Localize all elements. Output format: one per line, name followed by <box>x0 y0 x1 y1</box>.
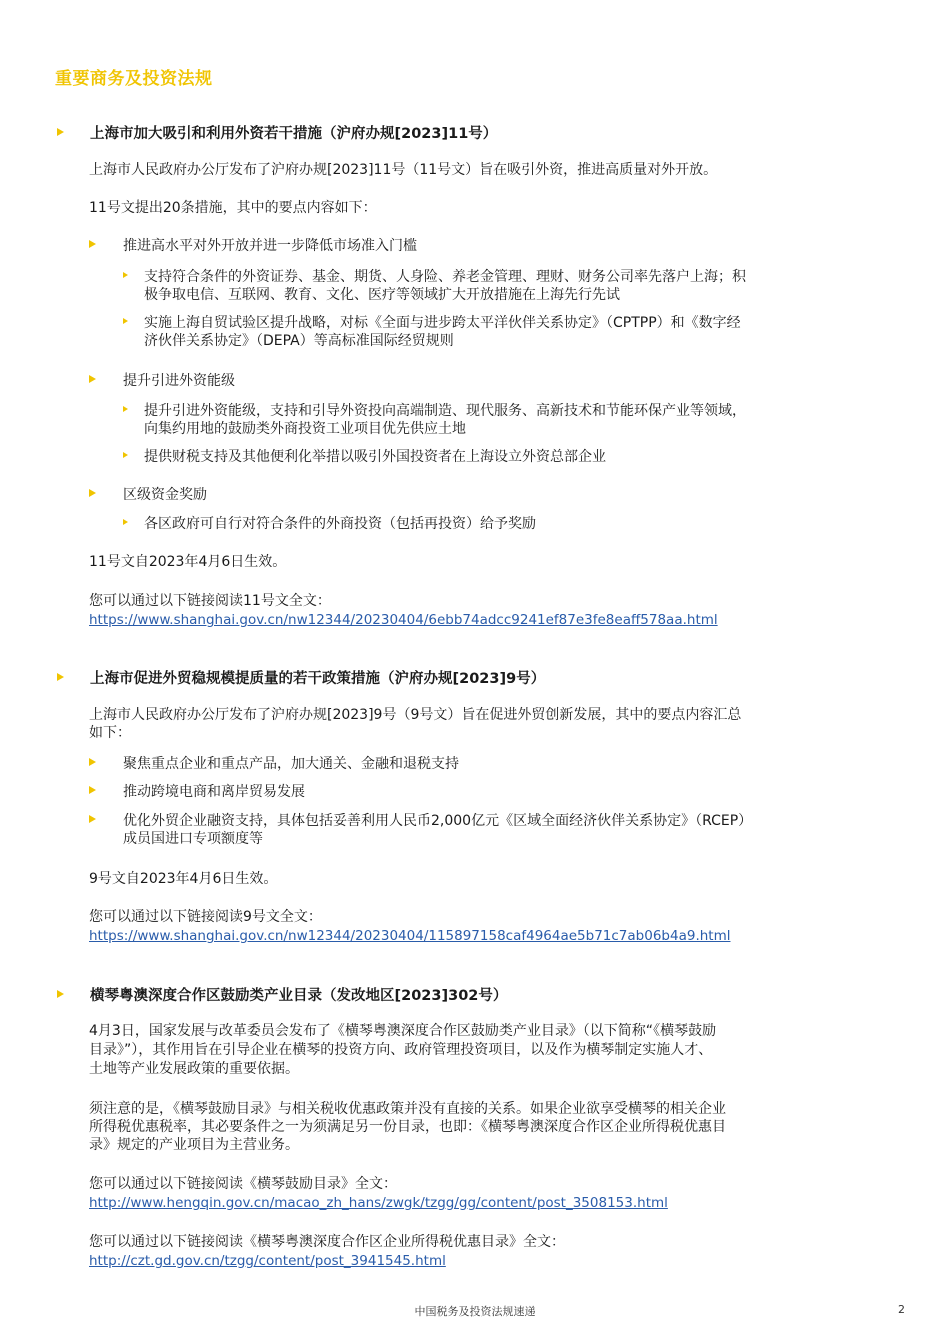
paragraph: 上海市人民政府办公厅发布了沪府办规[2023]11号（11号文）旨在吸引外资，推进高质量对外开放。 <box>89 162 718 178</box>
section-title: 上海市促进外贸稳规模提质量的若干政策措施（沪府办规[2023]9号） <box>90 671 546 687</box>
paragraph: 您可以通过以下链接阅读11号文全文： <box>89 593 331 609</box>
bullet-icon <box>89 489 96 497</box>
list-item-cont: 成员国进口专项额度等 <box>123 831 263 847</box>
list-item: 推动跨境电商和离岸贸易发展 <box>123 784 305 800</box>
document-link[interactable]: http://czt.gd.gov.cn/tzgg/content/post_3941545.html <box>89 1253 446 1269</box>
bullet-icon <box>89 815 96 823</box>
footer-title: 中国税务及投资法规速递 <box>414 1305 536 1318</box>
paragraph: 上海市人民政府办公厅发布了沪府办规[2023]9号（9号文）旨在促进外贸创新发展，其中的要点内容汇总 <box>89 707 742 723</box>
bullet-icon <box>89 786 96 794</box>
sub-list-item: 实施上海自贸试验区提升战略，对标《全面与进步跨太平洋伙伴关系协定》（CPTPP）和《数字经 <box>144 315 741 331</box>
section-bullet-icon <box>57 673 64 681</box>
list-item: 优化外贸企业融资支持，具体包括妥善利用人民币2,000亿元《区域全面经济伙伴关系协定》（RCEP） <box>123 813 753 829</box>
list-item: 区级资金奖励 <box>123 487 207 503</box>
page-heading: 重要商务及投资法规 <box>55 69 213 89</box>
paragraph: 9号文自2023年4月6日生效。 <box>89 871 278 887</box>
sub-bullet-icon <box>123 452 128 458</box>
paragraph: 11号文自2023年4月6日生效。 <box>89 554 287 570</box>
list-item: 聚焦重点企业和重点产品，加大通关、金融和退税支持 <box>123 756 459 772</box>
document-link[interactable]: http://www.hengqin.gov.cn/macao_zh_hans/zwgk/tzgg/gg/content/post_3508153.html <box>89 1195 668 1211</box>
sub-bullet-icon <box>123 318 128 324</box>
paragraph: 须注意的是，《横琴鼓励目录》与相关税收优惠政策并没有直接的关系。如果企业欲享受横琴的相关企业 <box>89 1101 726 1117</box>
paragraph-cont: 土地等产业发展政策的重要依据。 <box>89 1061 299 1077</box>
document-link[interactable]: https://www.shanghai.gov.cn/nw12344/20230404/6ebb74adcc9241ef87e3fe8eaff578aa.html <box>89 612 718 628</box>
sub-list-item: 提升引进外资能级，支持和引导外资投向高端制造、现代服务、高新技术和节能环保产业等领域， <box>144 403 746 419</box>
sub-list-item-cont: 济伙伴关系协定》（DEPA）等高标准国际经贸规则 <box>144 333 454 349</box>
list-item: 推进高水平对外开放并进一步降低市场准入门槛 <box>123 238 417 254</box>
sub-list-item: 提供财税支持及其他便利化举措以吸引外国投资者在上海设立外资总部企业 <box>144 449 606 465</box>
section-title: 横琴粤澳深度合作区鼓励类产业目录（发改地区[2023]302号） <box>90 988 508 1004</box>
paragraph-cont: 录》规定的产业项目为主营业务。 <box>89 1137 299 1153</box>
bullet-icon <box>89 240 96 248</box>
bullet-icon <box>89 758 96 766</box>
bullet-icon <box>89 375 96 383</box>
section-title: 上海市加大吸引和利用外资若干措施（沪府办规[2023]11号） <box>90 126 498 142</box>
document-link[interactable]: https://www.shanghai.gov.cn/nw12344/20230404/115897158caf4964ae5b71c7ab06b4a9.html <box>89 928 731 944</box>
paragraph-cont: 目录》”），其作用旨在引导企业在横琴的投资方向、政府管理投资项目，以及作为横琴制定实施人才、 <box>89 1042 713 1058</box>
sub-bullet-icon <box>123 519 128 525</box>
page-number: 2 <box>898 1303 905 1316</box>
list-item: 提升引进外资能级 <box>123 373 235 389</box>
section-bullet-icon <box>57 990 64 998</box>
paragraph: 您可以通过以下链接阅读9号文全文： <box>89 909 322 925</box>
paragraph-cont: 如下： <box>89 725 131 741</box>
section-bullet-icon <box>57 128 64 136</box>
sub-list-item: 支持符合条件的外资证券、基金、期货、人身险、养老金管理、理财、财务公司率先落户上海；积 <box>144 269 746 285</box>
paragraph: 11号文提出20条措施，其中的要点内容如下： <box>89 200 377 216</box>
sub-list-item-cont: 极争取电信、互联网、教育、文化、医疗等领域扩大开放措施在上海先行先试 <box>144 287 620 303</box>
paragraph: 4月3日，国家发展与改革委员会发布了《横琴粤澳深度合作区鼓励类产业目录》（以下简称“《横琴鼓励 <box>89 1023 717 1039</box>
paragraph: 您可以通过以下链接阅读《横琴粤澳深度合作区企业所得税优惠目录》全文： <box>89 1234 565 1250</box>
paragraph: 您可以通过以下链接阅读《横琴鼓励目录》全文： <box>89 1176 397 1192</box>
sub-list-item: 各区政府可自行对符合条件的外商投资（包括再投资）给予奖励 <box>144 516 536 532</box>
sub-list-item-cont: 向集约用地的鼓励类外商投资工业项目优先供应土地 <box>144 421 466 437</box>
sub-bullet-icon <box>123 406 128 412</box>
paragraph-cont: 所得税优惠税率，其必要条件之一为须满足另一份目录，也即：《横琴粤澳深度合作区企业所得税优惠目 <box>89 1119 726 1135</box>
sub-bullet-icon <box>123 272 128 278</box>
